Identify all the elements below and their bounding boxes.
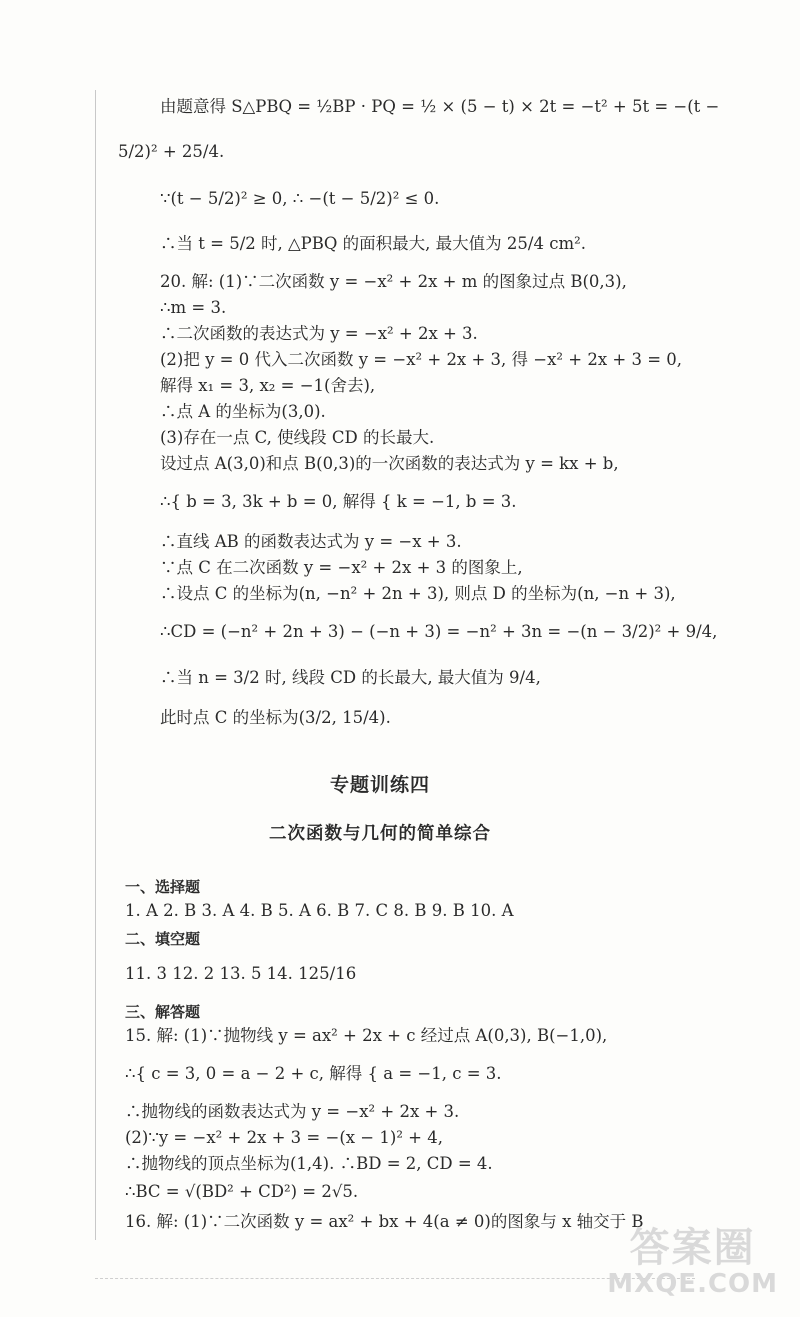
text-line: 设过点 A(3,0)和点 B(0,3)的一次函数的表达式为 y = kx + b, <box>160 454 619 473</box>
heading-solve: 三、解答题 <box>125 1003 201 1021</box>
text-line: 解得 x₁ = 3, x₂ = −1(舍去), <box>160 376 376 395</box>
section-subtitle: 二次函数与几何的简单综合 <box>269 824 491 844</box>
answers-choice: 1. A 2. B 3. A 4. B 5. A 6. B 7. C 8. B 9. B 10. A <box>125 901 514 920</box>
text-line: ∴{ c = 3, 0 = a − 2 + c, 解得 { a = −1, c = 3. <box>125 1064 502 1083</box>
text-line: ∴点 A 的坐标为(3,0). <box>160 402 326 421</box>
text-line: 此时点 C 的坐标为(3/2, 15/4). <box>160 708 391 727</box>
text-line: ∴当 n = 3/2 时, 线段 CD 的长最大, 最大值为 9/4, <box>160 668 541 687</box>
text-line: ∵点 C 在二次函数 y = −x² + 2x + 3 的图象上, <box>160 558 523 577</box>
text-line: 5/2)² + 25/4. <box>118 142 225 161</box>
text-line: ∴当 t = 5/2 时, △PBQ 的面积最大, 最大值为 25/4 cm². <box>160 234 586 253</box>
text-line: ∴抛物线的函数表达式为 y = −x² + 2x + 3. <box>125 1102 460 1121</box>
text-line: (3)存在一点 C, 使线段 CD 的长最大. <box>160 428 435 447</box>
text-line: 15. 解: (1)∵抛物线 y = ax² + 2x + c 经过点 A(0,3), B(−1,0), <box>125 1026 608 1045</box>
text-line: ∵(t − 5/2)² ≥ 0, ∴ −(t − 5/2)² ≤ 0. <box>160 189 440 208</box>
text-line: 由题意得 S△PBQ = ½BP · PQ = ½ × (5 − t) × 2t = −t² + 5t = −(t − <box>160 97 720 116</box>
text-line: ∴直线 AB 的函数表达式为 y = −x + 3. <box>160 532 462 551</box>
watermark-en: MXQE.COM <box>607 1269 778 1299</box>
heading-fill: 二、填空题 <box>125 930 201 948</box>
text-line: (2)∵y = −x² + 2x + 3 = −(x − 1)² + 4, <box>125 1128 443 1147</box>
heading-choice: 一、选择题 <box>125 878 201 896</box>
text-line: ∴抛物线的顶点坐标为(1,4). ∴BD = 2, CD = 4. <box>125 1154 493 1173</box>
text-line: ∴二次函数的表达式为 y = −x² + 2x + 3. <box>160 324 478 343</box>
watermark-cn: 答案圈 <box>629 1225 756 1271</box>
section-title: 专题训练四 <box>329 774 430 796</box>
text-line: (2)把 y = 0 代入二次函数 y = −x² + 2x + 3, 得 −x² + 2x + 3 = 0, <box>160 350 683 369</box>
bottom-rule <box>95 1278 695 1279</box>
text-line: ∴设点 C 的坐标为(n, −n² + 2n + 3), 则点 D 的坐标为(n, −n + 3), <box>160 584 676 603</box>
text-line: 16. 解: (1)∵二次函数 y = ax² + bx + 4(a ≠ 0)的图象与 x 轴交于 B <box>125 1212 644 1231</box>
text-line: ∴CD = (−n² + 2n + 3) − (−n + 3) = −n² + 3n = −(n − 3/2)² + 9/4, <box>160 622 718 641</box>
text-line: ∴{ b = 3, 3k + b = 0, 解得 { k = −1, b = 3. <box>160 492 517 511</box>
margin-line <box>95 90 96 1240</box>
text-line: ∴m = 3. <box>160 298 227 317</box>
text-line: 20. 解: (1)∵二次函数 y = −x² + 2x + m 的图象过点 B(0,3), <box>160 272 627 291</box>
watermark-logo <box>607 1216 778 1299</box>
text-line: ∴BC = √(BD² + CD²) = 2√5. <box>125 1182 359 1201</box>
answers-fill: 11. 3 12. 2 13. 5 14. 125/16 <box>125 964 357 983</box>
